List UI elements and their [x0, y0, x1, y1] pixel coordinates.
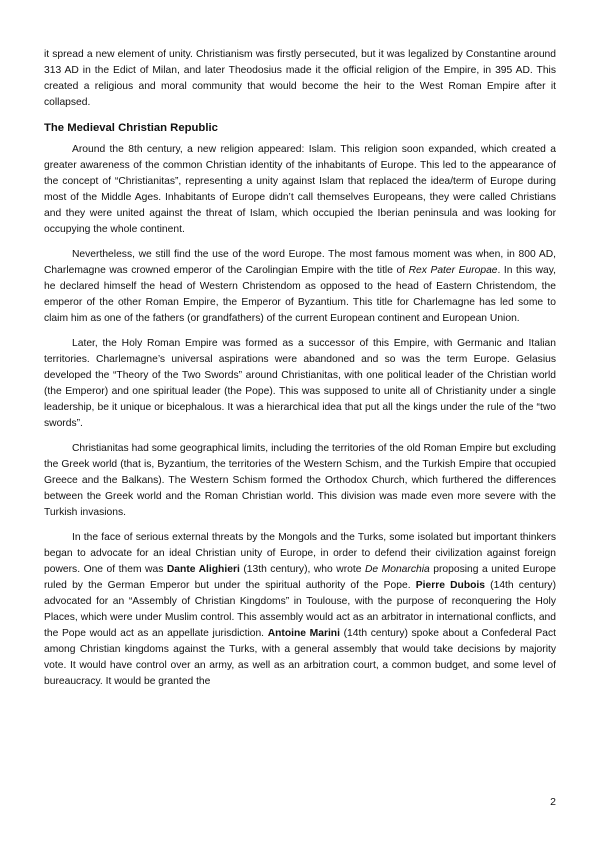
page-number: 2 — [550, 796, 556, 808]
text-run: . In this way, he declared himself the head of Western Christendom as opposed to the head of Eastern Christendom, the emperor of the other Roman Empire, the Emperor of Byzantium. This title for Charlemagne has led some to claim him as one of the fathers (or grandfathers) of the current European continent and European Union. — [44, 265, 557, 324]
title-de-monarchia: De Monarchia — [364, 564, 430, 575]
section-heading: The Medieval Christian Republic — [44, 122, 218, 134]
paragraph-islam: Around the 8th century, a new religion appeared: Islam. This religion soon expanded, which created a greater awareness of the common Christian identity of the inhabitants of Europe. This led to the appearance of the concept of “Christianitas”, representing a unity against Islam that replaced the idea/term of Europe during most of the Middle Ages. Inhabitants of Europe didn’t call themselves Europeans, they were called Christians and they were united against the threat of Islam, which occupied the Iberian peninsula and was looking for occupying the whole continent. — [44, 144, 556, 235]
text-run: proposing a united Europe ruled by the German Emperor but under the spiritual authority of the Pope. — [44, 564, 556, 591]
text-run: (14th century) advocated for an “Assembly of Christian Kingdoms” in Toulouse, with the purpose of reconquering the Holy Places, which were under Muslim control. This assembly would act as an arbitrator in international conflicts, and the Pope would act as an appellate jurisdiction. — [44, 580, 557, 639]
paragraph-charlemagne — [44, 247, 556, 327]
text-run: Nevertheless, we still find the use of the word Europe. The most famous moment was when, in 800 AD, Charlemagne was crowned emperor of the Carolingian Empire with the title of — [44, 249, 556, 276]
paragraph-christianitas-limits: Christianitas had some geographical limits, including the territories of the old Roman Empire but excluding the Greek world (that is, Byzantium, the territories of the Western Schism, and the Turkish Empire that occupied Greece and the Balkans). The Western Schism formed the Orthodox Church, which furthered the differences between the Greek world and the Roman Christian world. This division was made even more severe with the Turkish invasions. — [44, 443, 556, 518]
name-pierre-dubois: Pierre Dubois — [415, 580, 485, 591]
title-rex-pater-europae: Rex Pater Europae — [408, 265, 498, 276]
text-run: (13th century), who wrote — [239, 564, 365, 575]
text-run: (14th century) spoke about a Confederal Pact among Christian kingdoms against the Turks, with a general assembly that would take decisions by majority vote. It would have control over an army, as well as an arbitration court, a common budget, and some level of bureaucracy. It would be granted the — [44, 628, 556, 687]
name-antoine-marini: Antoine Marini — [267, 628, 340, 639]
name-dante-alighieri: Dante Alighieri — [166, 564, 240, 575]
paragraph-thinkers — [44, 530, 556, 690]
paragraph-intro: it spread a new element of unity. Christianism was firstly persecuted, but it was legalized by Constantine around 313 AD in the Edict of Milan, and later Theodosius made it the official religion of the Empire, in 395 AD. This created a religious and moral community that would become the heir to the West Roman Empire after it collapsed. — [44, 49, 556, 108]
text-run: In the face of serious external threats by the Mongols and the Turks, some isolated but important thinkers began to advocate for an ideal Christian unity of Europe, in order to defend their civilization against foreign powers. One of them was — [44, 532, 556, 575]
paragraph-holy-roman-empire: Later, the Holy Roman Empire was formed as a successor of this Empire, with Germanic and Italian territories. Charlemagne’s universal aspirations were abandoned and so was the term Europe. Gelasius developed the “Theory of the Two Swords” around Christianitas, with one political leader of the Christian world (the Emperor) and one spiritual leader (the Pope). This was supposed to unite all of Christianity under a single leadership, be it unique or bicephalous. It was a hierarchical idea that put all the kings under the rule of the “two swords”. — [44, 338, 556, 429]
